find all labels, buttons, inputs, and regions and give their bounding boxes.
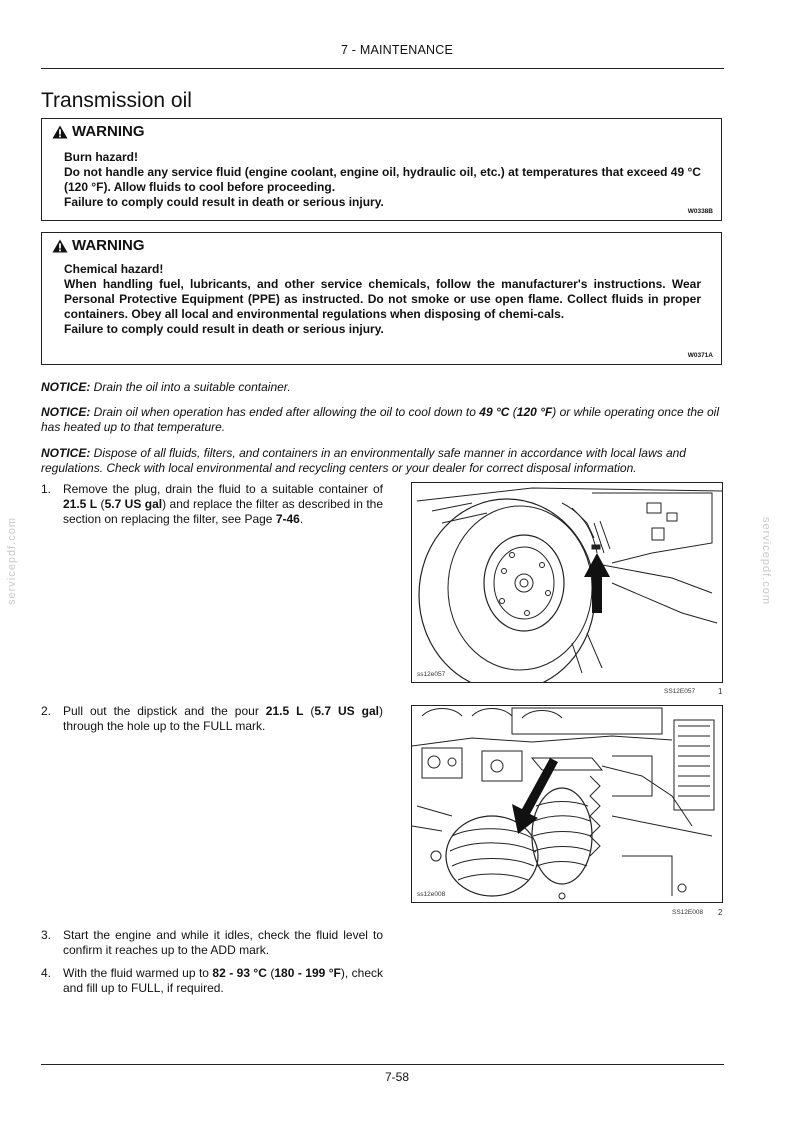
warning-code: W0371A (687, 352, 713, 359)
header-divider (41, 68, 724, 69)
step-number: 3. (41, 928, 52, 942)
step-text-part: With the fluid warmed up to (63, 966, 213, 980)
figure-dipstick-fill-hole (411, 705, 723, 903)
step-text-part: ( (303, 704, 315, 718)
step-text-part: Remove the plug, drain the fluid to a suitable container of (63, 482, 383, 496)
notice-drain-temperature (41, 405, 724, 435)
step-text (63, 704, 383, 734)
warning-body (64, 262, 701, 337)
step-text-part: ( (266, 966, 275, 980)
watermark-right: servicepdf.com (759, 517, 772, 605)
notice-text: Drain the oil into a suitable container. (90, 380, 291, 394)
warning-box-chemical-hazard (41, 232, 722, 365)
notice-text: Dispose of all fluids, filters, and containers in an environmentally safe manner in accordance with local laws and regulations. Check with local environmental and recycling centers or your dealer for correct disposal information. (41, 446, 686, 475)
engine-bay-illustration (412, 706, 723, 903)
figure-number: 1 (718, 687, 723, 696)
step-value: 5.7 US gal (314, 704, 379, 718)
warning-triangle-icon (52, 125, 68, 139)
figure-number: 2 (718, 908, 723, 917)
warning-line: Chemical hazard! (64, 262, 164, 276)
warning-header (52, 123, 145, 140)
step-number: 1. (41, 482, 52, 496)
footer-divider (41, 1064, 724, 1065)
warning-code: W0338B (687, 208, 713, 215)
notice-value: 49 °C (479, 405, 510, 419)
notice-label: NOTICE: (41, 446, 91, 460)
notice-text: Drain oil when operation has ended after allowing the oil to cool down to (90, 405, 480, 419)
arrow-icon (512, 754, 562, 834)
figure-caption: SS12E008 (672, 909, 704, 916)
step-text-part: ), check and fill up to FULL, if required. (63, 966, 383, 995)
step-value: 5.7 US gal (104, 497, 163, 511)
step-2 (41, 704, 383, 734)
figure-reference-code: ss12e008 (417, 891, 446, 898)
step-1 (41, 482, 383, 527)
step-text-part: ) through the hole up to the FULL mark. (63, 704, 383, 733)
warning-label: WARNING (72, 237, 145, 254)
warning-triangle-icon (52, 239, 68, 253)
page-number: 7-58 (384, 1070, 410, 1084)
chapter-title: 7 - MAINTENANCE (340, 43, 454, 57)
warning-label: WARNING (72, 123, 145, 140)
notice-label: NOTICE: (41, 380, 91, 394)
warning-line: Burn hazard! (64, 150, 139, 164)
step-value: 21.5 L (63, 497, 98, 511)
step-number: 2. (41, 704, 52, 718)
figure-reference-code: ss12e057 (417, 671, 446, 678)
step-4 (41, 966, 383, 996)
figure-caption: SS12E057 (664, 688, 696, 695)
step-value: 82 - 93 °C (212, 966, 267, 980)
warning-box-burn-hazard (41, 118, 722, 221)
step-3 (41, 928, 383, 958)
step-text-part: . (299, 512, 304, 526)
warning-line: Do not handle any service fluid (engine coolant, engine oil, hydraulic oil, etc.) at temperatures that exceed 49 °C (120 °F). Allow fluids to cool before proceeding. (64, 165, 701, 194)
warning-body (64, 150, 701, 210)
warning-line: Failure to comply could result in death or serious injury. (64, 195, 384, 209)
step-text: Start the engine and while it idles, check the fluid level to confirm it reaches up to the ADD mark. (63, 928, 383, 957)
arrow-icon (584, 553, 610, 613)
watermark-left: servicepdf.com (5, 517, 18, 605)
step-text-part: ) and replace the filter as described in the section on replacing the filter, see Page (63, 497, 384, 526)
page-reference: 7-46 (275, 512, 300, 526)
notice-drain-container (41, 380, 724, 395)
step-number: 4. (41, 966, 52, 980)
notice-value: 120 °F (516, 405, 553, 419)
warning-header (52, 237, 145, 254)
step-text-part: ( (97, 497, 105, 511)
step-text (63, 966, 383, 996)
step-text-part: Pull out the dipstick and the pour (63, 704, 266, 718)
step-text (63, 482, 383, 527)
figure-wheel-drain-plug (411, 482, 723, 683)
notice-text: ( (509, 405, 517, 419)
step-value: 21.5 L (265, 704, 304, 718)
step-value: 180 - 199 °F (274, 966, 341, 980)
section-title: Transmission oil (41, 89, 192, 112)
wheel-illustration (412, 483, 723, 683)
warning-line: When handling fuel, lubricants, and other service chemicals, follow the manufacturer's instructions. Wear Personal Protective Equipment (PPE) as instructed. Do not smoke or use open flame. Collect fluids in proper containers. Obey all local and environmental regulations when disposing of chemi-cals. (64, 277, 701, 321)
notice-text: ) or while operating once the oil has heated up to that temperature. (41, 405, 720, 434)
notice-label: NOTICE: (41, 405, 91, 419)
warning-line: Failure to comply could result in death or serious injury. (64, 322, 384, 336)
notice-disposal (41, 446, 724, 476)
